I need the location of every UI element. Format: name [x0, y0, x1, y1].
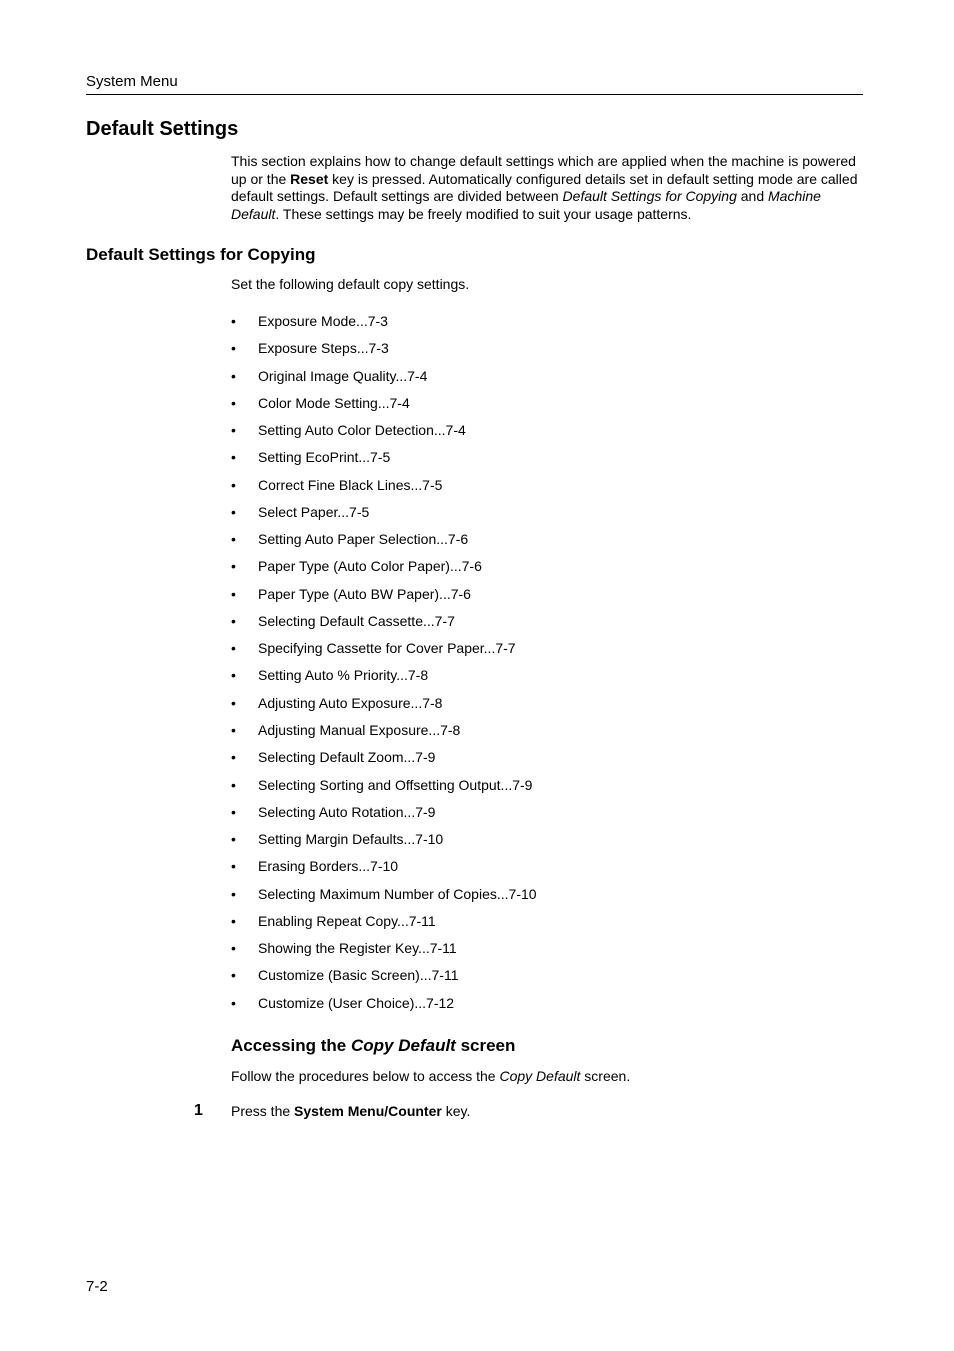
bullet-icon: •: [231, 503, 236, 520]
list-item: [231, 665, 537, 692]
list-item: [231, 393, 537, 420]
bullet-icon: •: [231, 449, 236, 466]
list-item: [231, 693, 537, 720]
list-item: [231, 366, 537, 393]
bullet-icon: •: [231, 394, 236, 411]
step-text: [231, 1101, 470, 1121]
list-item-label: Selecting Default Cassette...7-7: [258, 612, 455, 629]
list-item-label: Exposure Steps...7-3: [258, 340, 389, 357]
list-item-label: Paper Type (Auto Color Paper)...7-6: [258, 558, 482, 575]
access-heading-pre: Accessing the: [231, 1036, 351, 1055]
bullet-icon: •: [231, 776, 236, 793]
intro-text-1: This section explains how to change default settings which are applied when the machine is powered up or the: [231, 153, 856, 187]
bullet-icon: •: [231, 531, 236, 548]
bullet-icon: •: [231, 994, 236, 1011]
bullet-icon: •: [231, 340, 236, 357]
step-number: 1: [194, 1102, 203, 1119]
access-intro-italic: Copy Default: [499, 1068, 581, 1084]
list-item: [231, 584, 537, 611]
bullet-icon: •: [231, 667, 236, 684]
list-item-label: Showing the Register Key...7-11: [258, 940, 457, 957]
step-text-post: key.: [441, 1103, 471, 1119]
list-item: [231, 829, 537, 856]
list-item: [231, 884, 537, 911]
bullet-icon: •: [231, 558, 236, 575]
bullet-icon: •: [231, 313, 236, 329]
list-item: [231, 311, 537, 338]
list-item-label: Specifying Cassette for Cover Paper...7-7: [258, 640, 516, 657]
bullet-icon: •: [231, 803, 236, 820]
list-item-label: Select Paper...7-5: [258, 503, 370, 520]
list-item-label: Color Mode Setting...7-4: [258, 394, 410, 411]
bullet-icon: •: [231, 912, 236, 929]
copying-intro: Set the following default copy settings.: [231, 276, 470, 292]
bullet-icon: •: [231, 422, 236, 439]
bullet-icon: •: [231, 831, 236, 848]
list-item-label: Adjusting Auto Exposure...7-8: [258, 694, 443, 711]
access-intro-post: screen.: [580, 1068, 631, 1084]
list-item: [231, 938, 537, 965]
bullet-icon: •: [231, 585, 236, 602]
access-heading-post: screen: [455, 1036, 516, 1055]
bullet-icon: •: [231, 694, 236, 711]
bullet-icon: •: [231, 858, 236, 875]
access-heading: [231, 1035, 515, 1057]
list-item: [231, 911, 537, 938]
settings-list: [231, 311, 537, 1020]
bullet-icon: •: [231, 612, 236, 629]
list-item: [231, 447, 537, 474]
bullet-icon: •: [231, 967, 236, 984]
list-item-label: Paper Type (Auto BW Paper)...7-6: [258, 585, 471, 602]
list-item: [231, 475, 537, 502]
step-text-pre: Press the: [231, 1103, 295, 1119]
list-item: [231, 638, 537, 665]
bullet-icon: •: [231, 476, 236, 493]
list-item: [231, 965, 537, 992]
list-item-label: Selecting Auto Rotation...7-9: [258, 803, 436, 820]
bullet-icon: •: [231, 721, 236, 738]
page-number: 7-2: [86, 1278, 108, 1295]
list-item: [231, 775, 537, 802]
list-item-label: Enabling Repeat Copy...7-11: [258, 912, 436, 929]
list-item-label: Customize (Basic Screen)...7-11: [258, 967, 459, 984]
list-item: [231, 556, 537, 583]
list-item: [231, 720, 537, 747]
page-title: Default Settings: [86, 118, 239, 140]
bullet-icon: •: [231, 367, 236, 384]
intro-text-3: and: [736, 188, 769, 205]
list-item: [231, 338, 537, 365]
reset-key-label: Reset: [290, 170, 329, 187]
list-item-label: Selecting Default Zoom...7-9: [258, 749, 436, 766]
list-item: [231, 856, 537, 883]
intro-text-2: key is pressed. Automatically configured details set in default setting mode are called default settings. Default settings are divided between: [231, 170, 858, 205]
list-item-label: Customize (User Choice)...7-12: [258, 994, 455, 1011]
bullet-icon: •: [231, 885, 236, 902]
list-item: [231, 611, 537, 638]
list-item: [231, 802, 537, 829]
list-item-label: Setting EcoPrint...7-5: [258, 449, 391, 466]
list-item-label: Selecting Sorting and Offsetting Output...7-9: [258, 776, 533, 793]
list-item-label: Setting Margin Defaults...7-10: [258, 831, 444, 848]
bullet-icon: •: [231, 749, 236, 766]
copying-section-heading: Default Settings for Copying: [86, 245, 316, 264]
intro-paragraph: [231, 153, 867, 224]
list-item: [231, 747, 537, 774]
list-item-label: Erasing Borders...7-10: [258, 858, 399, 875]
list-item-label: Adjusting Manual Exposure...7-8: [258, 721, 461, 738]
machine-default-ref: Machine Default: [231, 188, 821, 223]
list-item: [231, 502, 537, 529]
list-item: [231, 529, 537, 556]
access-intro-pre: Follow the procedures below to access the: [231, 1068, 500, 1084]
system-menu-counter-key: System Menu/Counter: [294, 1103, 442, 1119]
access-heading-italic: Copy Default: [351, 1036, 456, 1055]
list-item: [231, 420, 537, 447]
list-item-label: Selecting Maximum Number of Copies...7-10: [258, 885, 537, 902]
intro-text-4: . These settings may be freely modified to suit your usage patterns.: [275, 206, 692, 223]
list-item-label: Exposure Mode...7-3: [258, 313, 388, 329]
bullet-icon: •: [231, 940, 236, 957]
running-header: System Menu: [86, 72, 863, 95]
list-item-label: Setting Auto Paper Selection...7-6: [258, 531, 469, 548]
list-item-label: Correct Fine Black Lines...7-5: [258, 476, 443, 493]
list-item: [231, 993, 537, 1020]
bullet-icon: •: [231, 640, 236, 657]
list-item-label: Setting Auto % Priority...7-8: [258, 667, 429, 684]
list-item-label: Setting Auto Color Detection...7-4: [258, 422, 466, 439]
copying-settings-ref: Default Settings for Copying: [562, 188, 737, 205]
access-intro: [231, 1067, 630, 1085]
list-item-label: Original Image Quality...7-4: [258, 367, 428, 384]
